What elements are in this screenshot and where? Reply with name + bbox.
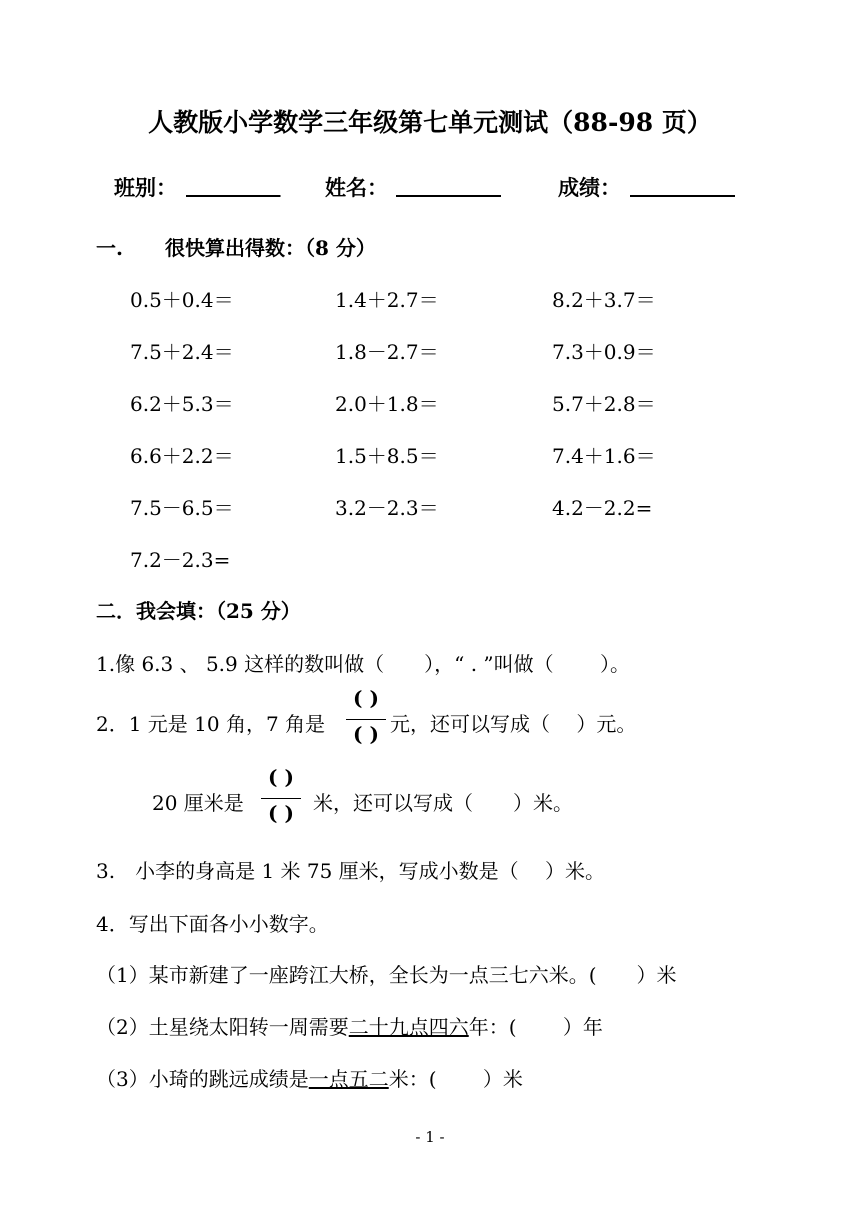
- question-2a: 2．1 元是 10 角，7 角是: [96, 712, 326, 736]
- calc-problem: 7.5－6.5＝: [130, 496, 234, 520]
- question-4-3: [96, 1063, 523, 1092]
- name-blank[interactable]: __________: [396, 172, 501, 197]
- calc-problem: 1.8－2.7＝: [335, 340, 439, 364]
- calc-problem: 4.2－2.2=: [552, 496, 653, 520]
- section1-number: 一.: [96, 236, 123, 260]
- question-4-2-prefix: （2）土星绕太阳转一周需要: [96, 1015, 349, 1039]
- fraction-blank[interactable]: [344, 686, 388, 752]
- calc-problem: 7.4＋1.6＝: [552, 444, 656, 468]
- question-2d: 米，还可以写成（ ）米。: [313, 791, 573, 815]
- calc-problem: 6.6＋2.2＝: [130, 444, 234, 468]
- fraction-bar: [261, 798, 301, 799]
- section1-title: 很快算出得数：（8 分）: [165, 236, 376, 260]
- fraction-bar: [346, 719, 386, 720]
- calc-problem: 1.4＋2.7＝: [335, 288, 439, 312]
- calc-problem: 7.5＋2.4＝: [130, 340, 234, 364]
- calc-problem: 3.2－2.3＝: [335, 496, 439, 520]
- section2-title: 二．我会填：（25 分）: [96, 599, 301, 623]
- question-4-2: [96, 1011, 603, 1040]
- question-4-2-underlined: 二十九点四六: [348, 1015, 469, 1039]
- question-2b: 元，还可以写成（ ）元。: [390, 712, 637, 736]
- class-label: 班别：: [114, 175, 177, 200]
- page-title: 人教版小学数学三年级第七单元测试（88-98 页）: [148, 108, 712, 137]
- fraction-numerator: ( ): [268, 765, 294, 789]
- calc-problem: 0.5＋0.4＝: [130, 288, 234, 312]
- calc-problem: 7.3＋0.9＝: [552, 340, 656, 364]
- class-blank[interactable]: _________: [186, 172, 281, 197]
- score-blank[interactable]: __________: [630, 172, 735, 197]
- question-3: 3. 小李的身高是 1 米 75 厘米，写成小数是（ ）米。: [96, 859, 606, 883]
- question-4-3-suffix: 米：( ）米: [388, 1067, 523, 1091]
- fraction-numerator: ( ): [353, 686, 379, 710]
- question-4-3-underlined: 一点五二: [308, 1067, 389, 1091]
- name-label: 姓名：: [325, 175, 388, 200]
- question-2c: 20 厘米是: [152, 791, 244, 815]
- question-4: 4．写出下面各小小数字。: [96, 912, 329, 936]
- question-4-3-prefix: （3）小琦的跳远成绩是: [96, 1067, 309, 1091]
- fraction-denominator: ( ): [268, 801, 294, 825]
- page-number: - 1 -: [415, 1128, 445, 1146]
- calc-problem: 2.0＋1.8＝: [335, 392, 439, 416]
- question-1: 1.像 6.3 、 5.9 这样的数叫做（ ），“ . ”叫做（ ）。: [96, 652, 631, 676]
- question-4-2-suffix: 年：( ）年: [468, 1015, 603, 1039]
- calc-problem: 8.2＋3.7＝: [552, 288, 656, 312]
- calc-problem: 5.7＋2.8＝: [552, 392, 656, 416]
- calc-problem: 6.2＋5.3＝: [130, 392, 234, 416]
- fraction-denominator: ( ): [353, 722, 379, 746]
- score-label: 成绩：: [558, 175, 621, 200]
- question-4-1: （1）某市新建了一座跨江大桥，全长为一点三七六米。( ）米: [96, 963, 677, 987]
- calc-problem: 7.2－2.3=: [130, 548, 231, 572]
- calc-problem: 1.5＋8.5＝: [335, 444, 439, 468]
- fraction-blank[interactable]: [259, 765, 303, 831]
